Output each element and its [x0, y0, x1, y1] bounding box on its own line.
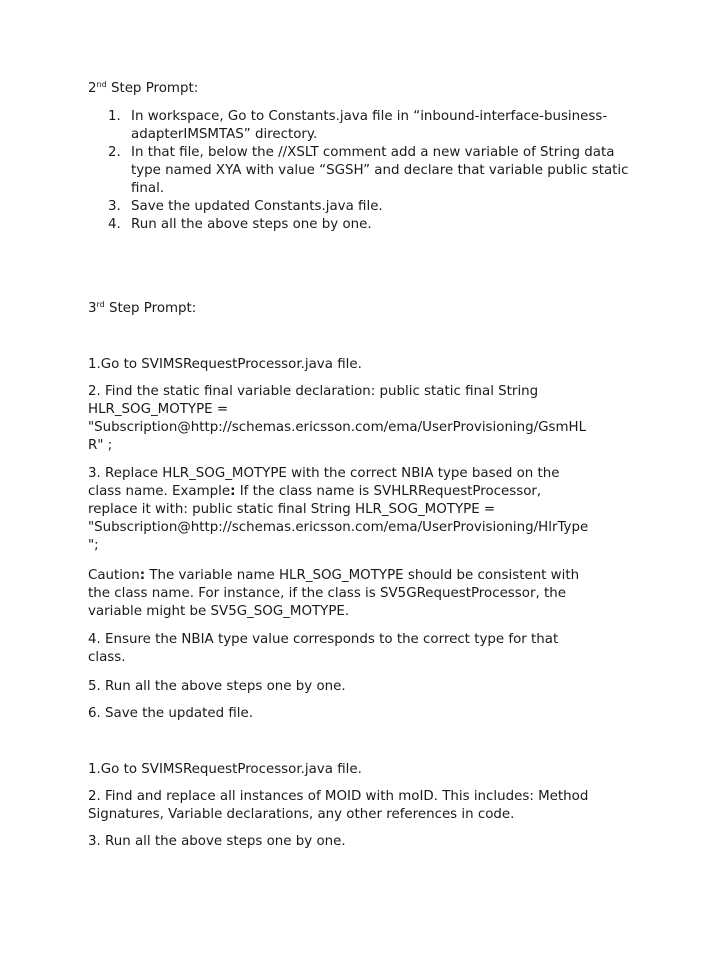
- section-4-step-2: 2. Find and replace all instances of MOID with moID. This includes: Method Signatures, Variable declarations, any other references in code.: [88, 789, 589, 822]
- section-3-heading: [88, 300, 196, 318]
- heading-superscript: rd: [96, 300, 105, 309]
- heading-text: Step Prompt:: [106, 81, 199, 96]
- heading-superscript: nd: [96, 80, 107, 89]
- section-3-step-2: 2. Find the static final variable declaration: public static final String HLR_SOG_MOTYPE = "Subscription@http://schemas.ericsson.com/ema/UserProvisioning/GsmHL R" ;: [88, 384, 587, 453]
- section-3-step-5: 5. Run all the above steps one by one.: [88, 679, 346, 694]
- list-item: 2. In that file, below the //XSLT comment add a new variable of String data type named XYA with value “SGSH” and declare that variable public static final.: [108, 145, 629, 196]
- section-3-step-4: 4. Ensure the NBIA type value corresponds to the correct type for that class.: [88, 632, 559, 665]
- section-2-heading: [88, 80, 198, 98]
- section-3-step-1: 1.Go to SVIMSRequestProcessor.java file.: [88, 357, 362, 372]
- list-item: 1. In workspace, Go to Constants.java file in “inbound-interface-business-adapterIMSMTAS” directory.: [108, 109, 608, 142]
- section-3-caution: Caution: The variable name HLR_SOG_MOTYPE should be consistent with the class name. For instance, if the class is SV5GRequestProcessor, the variable might be SV5G_SOG_MOTYPE.: [88, 568, 580, 619]
- heading-number: 2: [88, 81, 97, 96]
- section-3-step-6: 6. Save the updated file.: [88, 706, 253, 721]
- section-2-step-list: [108, 108, 648, 234]
- section-4-step-1: 1.Go to SVIMSRequestProcessor.java file.: [88, 762, 362, 777]
- heading-text: Step Prompt:: [104, 301, 197, 316]
- heading-number: 3: [88, 301, 97, 316]
- list-item: 4. Run all the above steps one by one.: [108, 217, 372, 232]
- section-4-step-3: 3. Run all the above steps one by one.: [88, 834, 346, 849]
- section-3-step-3: 3. Replace HLR_SOG_MOTYPE with the correct NBIA type based on the class name. Example: If the class name is SVHLRRequestProcessor, replace it with: public static final String HLR_SOG_MOTYPE = "Subscription@http://schemas.ericsson.com/ema/UserProvisioning/HlrType ";: [88, 466, 589, 553]
- list-item: 3. Save the updated Constants.java file.: [108, 199, 383, 214]
